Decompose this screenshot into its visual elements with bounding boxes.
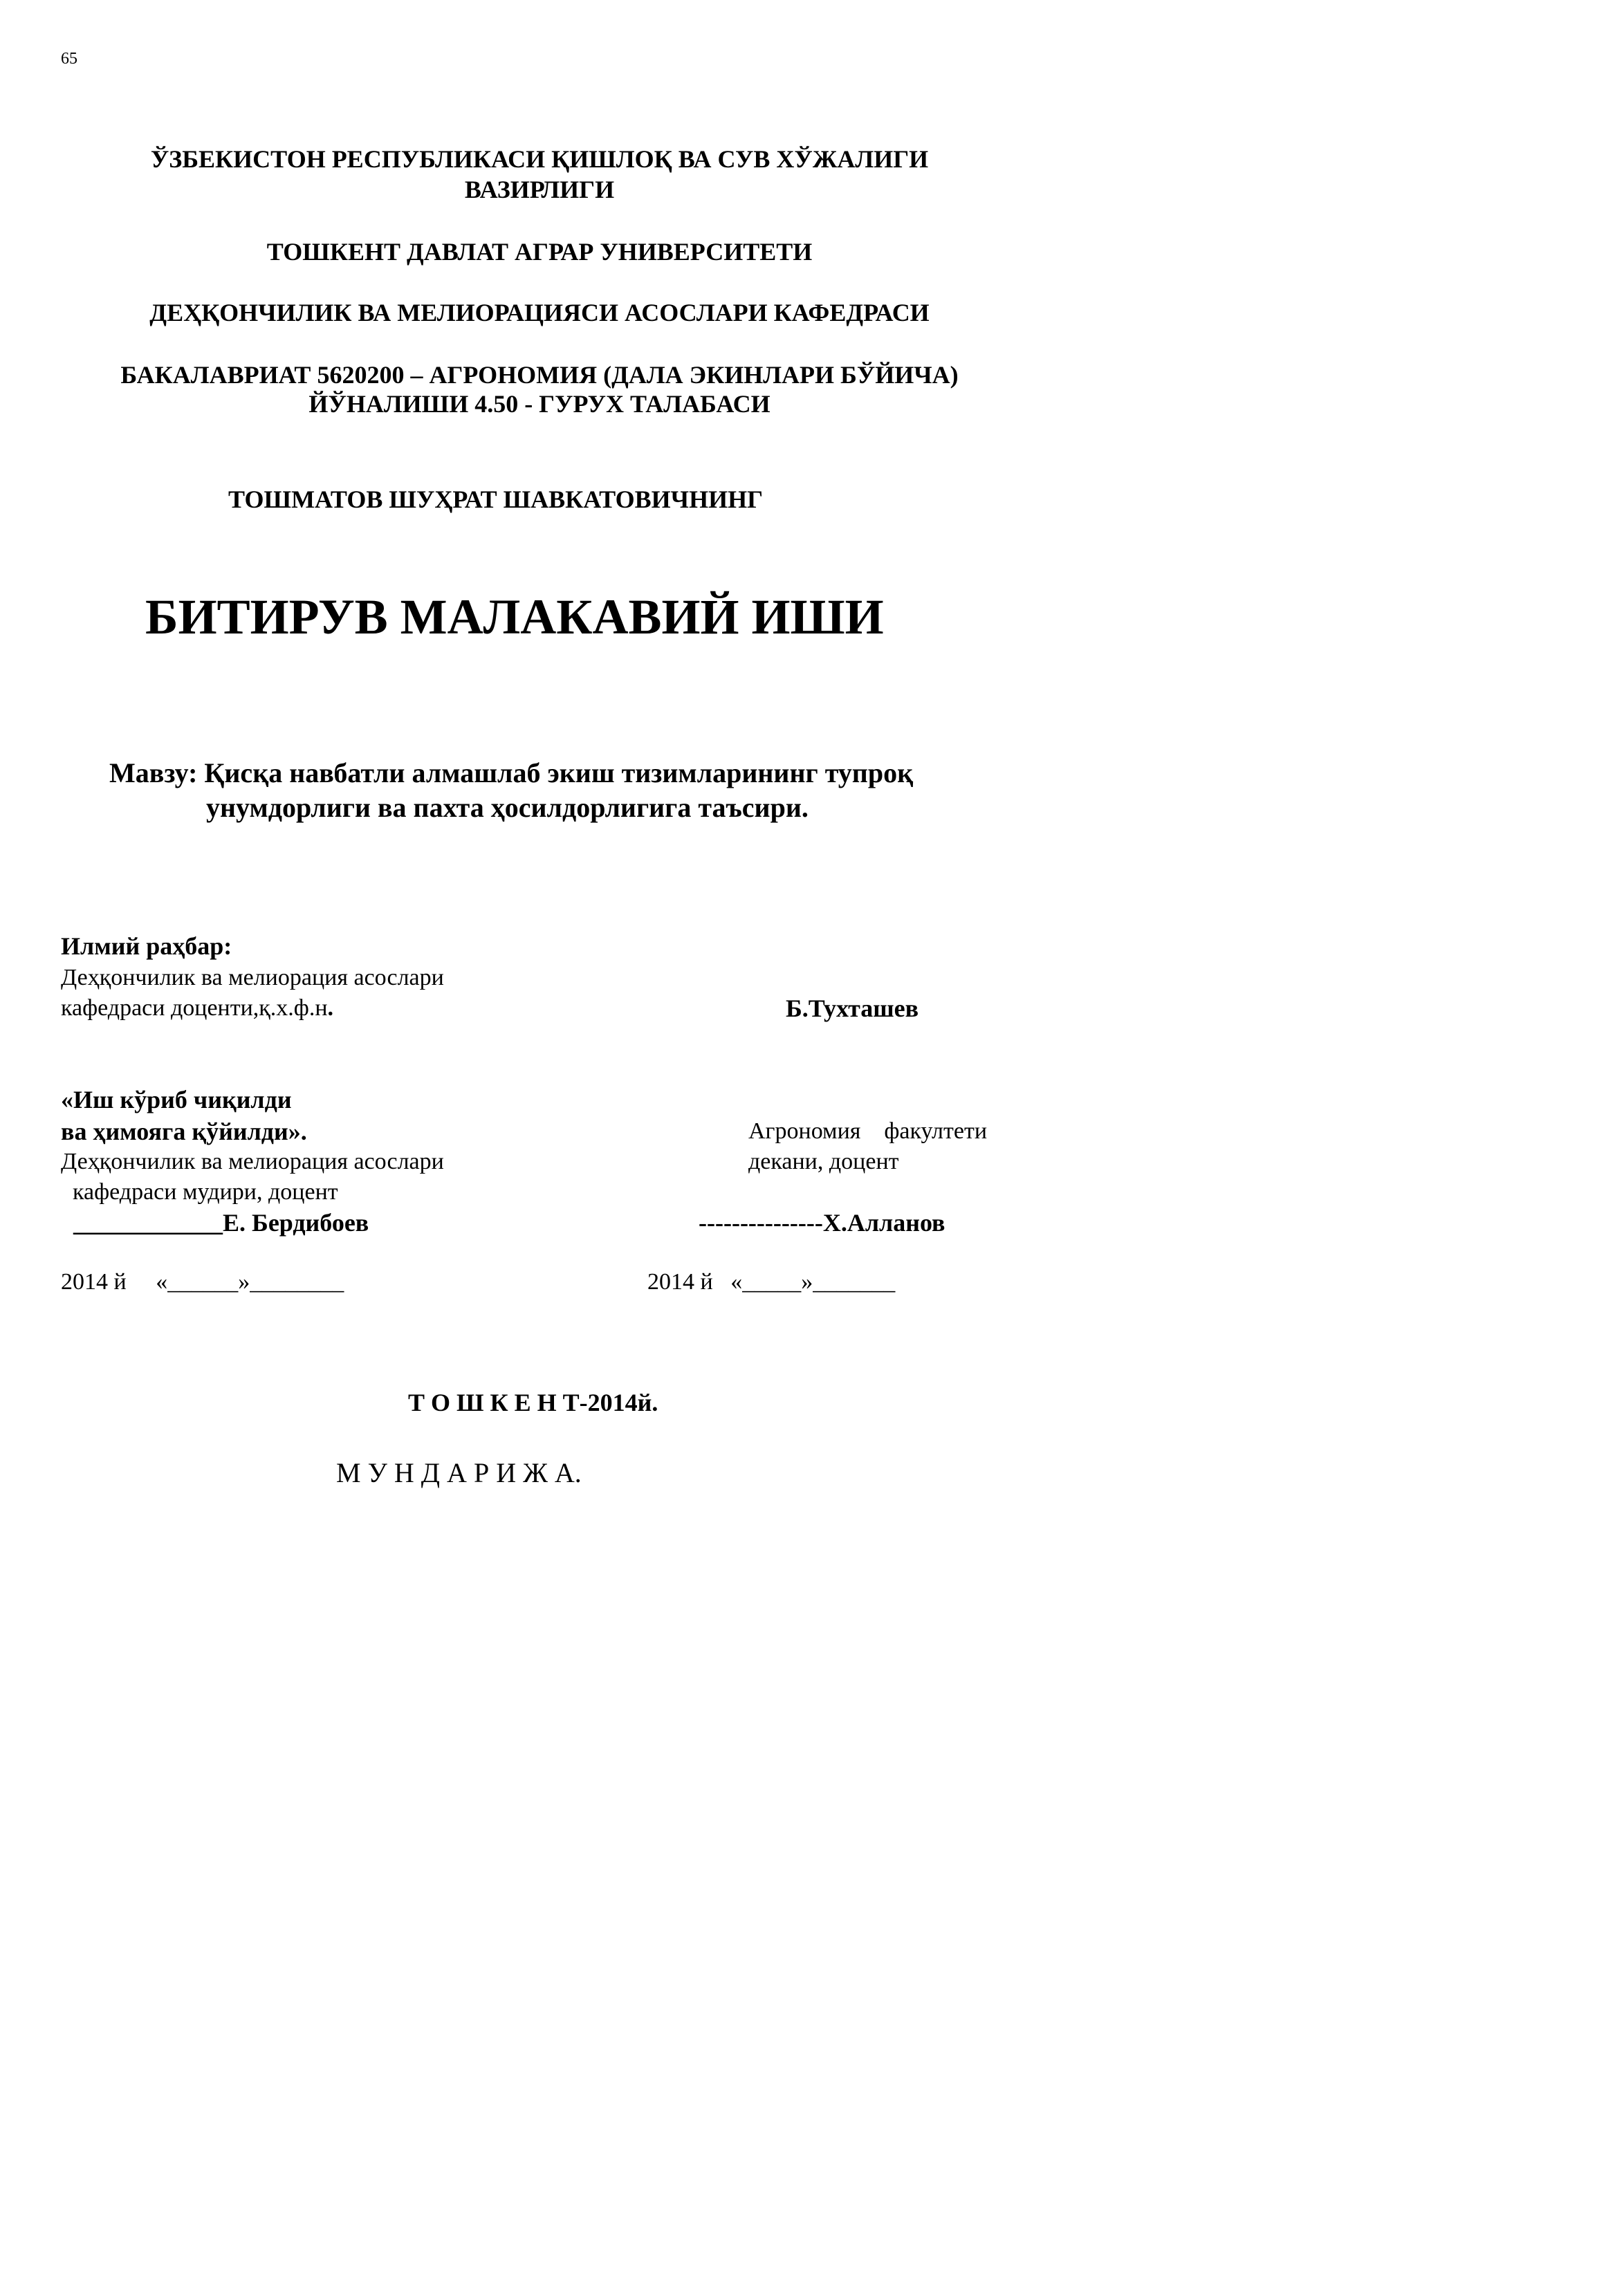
document-title: БИТИРУВ МАЛАКАВИЙ ИШИ xyxy=(145,589,884,645)
ministry-line-1: ЎЗБЕКИСТОН РЕСПУБЛИКАСИ ҚИШЛОҚ ВА СУВ ХЎЖАЛИГИ xyxy=(150,145,929,173)
dean-signature: ---------------Х.Алланов xyxy=(699,1209,945,1237)
head-position-line-2: кафедраси мудири, доцент xyxy=(61,1179,338,1205)
supervisor-position-line-1: Деҳқончилик ва мелиорация асослари xyxy=(61,965,444,990)
topic-line-2: унумдорлиги ва пахта ҳосилдорлигига таъсири. xyxy=(206,792,809,823)
approval-line-2: ва ҳимояга қўйилди». xyxy=(61,1118,307,1145)
program-line-2: ЙЎНАЛИШИ 4.50 - ГУРУХ ТАЛАБАСИ xyxy=(308,390,771,418)
city-year: Т О Ш К Е Н Т-2014й. xyxy=(408,1389,658,1416)
contents-heading: М У Н Д А Р И Ж А. xyxy=(336,1457,582,1488)
dean-position-line-2: декани, доцент xyxy=(748,1149,899,1174)
supervisor-position-text: кафедраси доценти,қ.х.ф.н xyxy=(61,995,328,1021)
topic-line-1: Мавзу: Қисқа навбатли алмашлаб экиш тизимларининг тупроқ xyxy=(109,757,914,788)
ministry-line-2: ВАЗИРЛИГИ xyxy=(464,176,615,203)
student-name: ТОШМАТОВ ШУҲРАТ ШАВКАТОВИЧНИНГ xyxy=(228,485,763,513)
right-date-line: 2014 й «_____»_______ xyxy=(647,1269,896,1295)
university-name: ТОШКЕНТ ДАВЛАТ АГРАР УНИВЕРСИТЕТИ xyxy=(266,238,813,266)
supervisor-position-line-2 xyxy=(61,993,333,1024)
dean-position-line-1: Агрономия факултети xyxy=(748,1118,988,1144)
left-date-line: 2014 й «______»________ xyxy=(61,1269,344,1295)
program-line-1: БАКАЛАВРИАТ 5620200 – АГРОНОМИЯ (ДАЛА ЭКИНЛАРИ БЎЙИЧА) xyxy=(120,361,959,389)
supervisor-name: Б.Тухташев xyxy=(786,995,919,1022)
head-signature: ____________Е. Бердибоев xyxy=(61,1209,369,1237)
approval-line-1: «Иш кўриб чиқилди xyxy=(61,1086,292,1113)
page-number: 65 xyxy=(61,50,77,68)
head-position-line-1: Деҳқончилик ва мелиорация асослари xyxy=(61,1149,444,1174)
supervisor-position-period: . xyxy=(327,995,334,1021)
department-name: ДЕҲҚОНЧИЛИК ВА МЕЛИОРАЦИЯСИ АСОСЛАРИ КАФЕДРАСИ xyxy=(149,299,930,326)
supervisor-heading: Илмий раҳбар: xyxy=(61,932,232,960)
